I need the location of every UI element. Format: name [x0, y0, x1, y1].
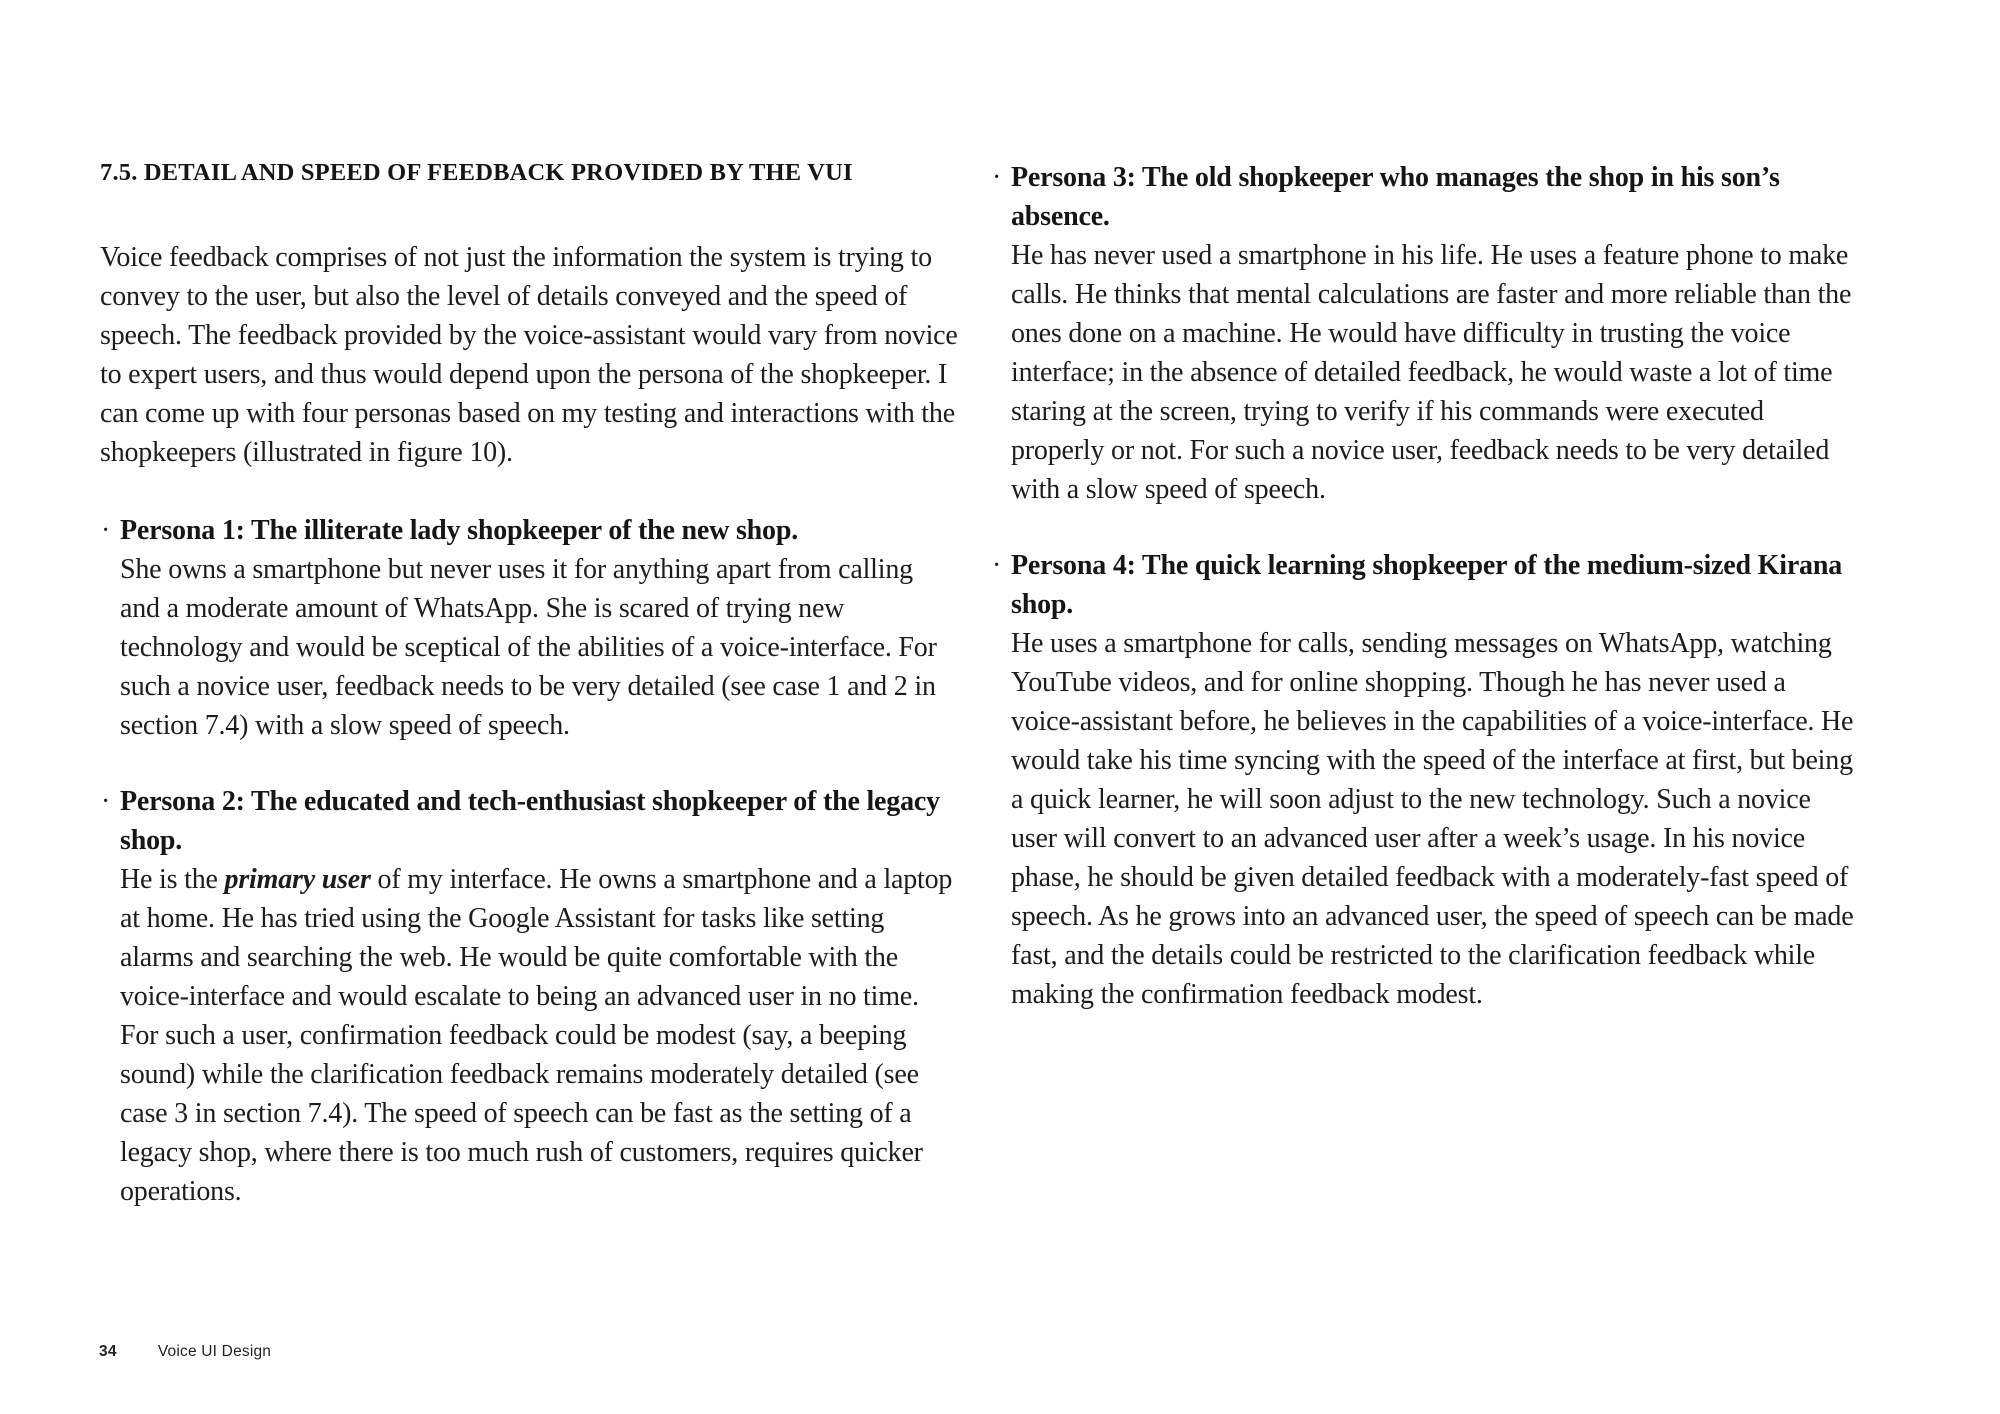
bullet-icon: ·: [101, 515, 111, 546]
right-column: [991, 158, 1855, 1014]
persona-3-body: He has never used a smartphone in his life. He uses a feature phone to make calls. He thinks that mental calculations are faster and more reliable than the ones done on a machine. He would have difficulty in trusting the voice interface; in the absence of detailed feedback, he would waste a lot of time staring at the screen, trying to verify if his commands were executed properly or not. For such a novice user, feedback needs to be very detailed with a slow speed of speech.: [1011, 240, 1852, 505]
persona-2-body-prefix: He is the: [120, 864, 225, 895]
document-title: Voice UI Design: [157, 1343, 272, 1360]
persona-2-body: [120, 860, 958, 1211]
persona-4-title: Persona 4: The quick learning shopkeeper of the medium-sized Kirana shop.: [1011, 550, 1843, 620]
two-column-layout: [100, 158, 1855, 1211]
bullet-icon: ·: [992, 550, 1002, 581]
left-column: [100, 158, 958, 1211]
persona-3-title: Persona 3: The old shopkeeper who manages the shop in his son’s absence.: [1011, 162, 1780, 232]
intro-paragraph: Voice feedback comprises of not just the information the system is trying to convey to the user, but also the level of details conveyed and the speed of speech. The feedback provided by the voice-assistant would vary from novice to expert users, and thus would depend upon the persona of the shopkeeper. I can come up with four personas based on my testing and interactions with the shopkeepers (illustrated in figure 10).: [100, 242, 958, 468]
persona-2-body-suffix: of my interface. He owns a smartphone and a laptop at home. He has tried using the Google Assistant for tasks like setting alarms and searching the web. He would be quite comfortable with the voice-interface and would escalate to being an advanced user in no time. For such a user, confirmation feedback could be modest (say, a beeping sound) while the clarification feedback remains moderately detailed (see case 3 in section 7.4). The speed of speech can be fast as the setting of a legacy shop, where there is too much rush of customers, requires quicker operations.: [120, 864, 953, 1207]
persona-1-body: She owns a smartphone but never uses it for anything apart from calling and a moderate amount of WhatsApp. She is scared of trying new technology and would be sceptical of the abilities of a voice-interface. For such a novice user, feedback needs to be very detailed (see case 1 and 2 in section 7.4) with a slow speed of speech.: [120, 554, 937, 741]
persona-item-3: [991, 158, 1855, 509]
bullet-icon: ·: [992, 162, 1002, 193]
persona-1-title: Persona 1: The illiterate lady shopkeeper of the new shop.: [120, 515, 799, 546]
persona-item-4: [991, 546, 1855, 1014]
persona-item-1: [100, 511, 958, 745]
section-heading: 7.5. DETAIL AND SPEED OF FEEDBACK PROVIDED BY THE VUI: [100, 159, 853, 186]
persona-2-body-emphasis: primary user: [224, 864, 371, 895]
page-number: 34: [99, 1343, 117, 1360]
persona-2-title: Persona 2: The educated and tech-enthusiast shopkeeper of the legacy shop.: [120, 786, 940, 856]
persona-item-2: [100, 782, 958, 1211]
page-footer: [99, 1343, 271, 1361]
persona-4-body: He uses a smartphone for calls, sending messages on WhatsApp, watching YouTube videos, and for online shopping. Though he has never used a voice-assistant before, he believes in the capabilities of a voice-interface. He would take his time syncing with the speed of the interface at first, but being a quick learner, he will soon adjust to the new technology. Such a novice user will convert to an advanced user after a week’s usage. In his novice phase, he should be given detailed feedback with a moderately-fast speed of speech. As he grows into an advanced user, the speed of speech can be made fast, and the details could be restricted to the clarification feedback while making the confirmation feedback modest.: [1011, 628, 1854, 1010]
bullet-icon: ·: [101, 786, 111, 817]
